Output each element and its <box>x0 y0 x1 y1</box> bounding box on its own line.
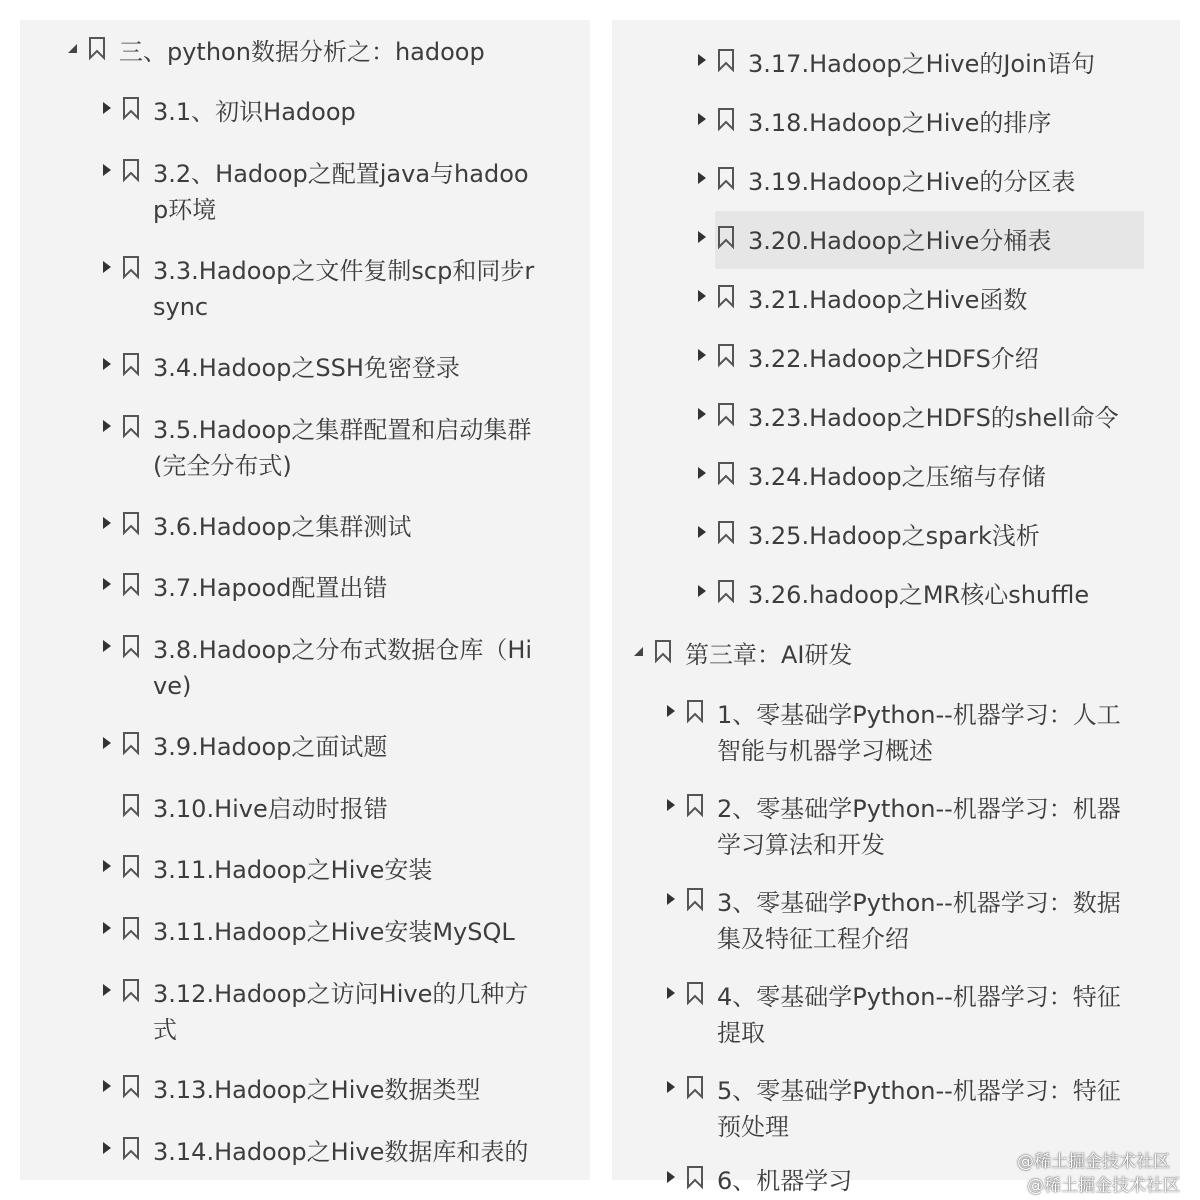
outline-item-label: 3、零基础学Python--机器学习：数据集及特征工程介绍 <box>717 889 1121 953</box>
watermark-text: @稀土掘金技术社区 <box>1017 1152 1170 1172</box>
collapsed-arrow-icon[interactable] <box>103 1142 111 1154</box>
outline-item-label: 3.17.Hadoop之Hive的Join语句 <box>748 50 1095 78</box>
outline-item[interactable] <box>698 577 1158 613</box>
collapsed-arrow-icon[interactable] <box>698 290 706 302</box>
bookmark-icon <box>718 167 734 189</box>
expanded-arrow-icon[interactable] <box>634 647 643 656</box>
bookmark-icon <box>123 353 139 375</box>
collapsed-arrow-icon[interactable] <box>103 358 111 370</box>
bookmark-icon <box>718 403 734 425</box>
outline-item-label: 3.21.Hadoop之Hive函数 <box>748 286 1028 314</box>
collapsed-arrow-icon[interactable] <box>667 799 675 811</box>
collapsed-arrow-icon[interactable] <box>103 578 111 590</box>
outline-item-label: 3.11.Hadoop之Hive安装 <box>153 856 433 884</box>
bookmark-icon <box>123 512 139 534</box>
outline-item-label: 3.25.Hadoop之spark浅析 <box>748 522 1040 550</box>
collapsed-arrow-icon[interactable] <box>103 261 111 273</box>
collapsed-arrow-icon[interactable] <box>103 517 111 529</box>
outline-item-label: 3.6.Hadoop之集群测试 <box>153 513 412 541</box>
collapsed-arrow-icon[interactable] <box>698 349 706 361</box>
outline-item-label: 6、机器学习 <box>717 1167 853 1195</box>
outline-item-label: 3.20.Hadoop之Hive分桶表 <box>748 227 1052 255</box>
outline-item-label: 3.7.Hapood配置出错 <box>153 574 388 602</box>
collapsed-arrow-icon[interactable] <box>698 231 706 243</box>
outline-item-label: 3.1、初识Hadoop <box>153 98 356 126</box>
collapsed-arrow-icon[interactable] <box>103 984 111 996</box>
outline-item[interactable] <box>103 156 543 228</box>
bookmark-icon <box>687 982 703 1004</box>
outline-item[interactable] <box>698 341 1158 377</box>
outline-item-label: 3.18.Hadoop之Hive的排序 <box>748 109 1052 137</box>
bookmark-icon <box>89 37 105 59</box>
outline-item-label: 3.10.Hive启动时报错 <box>153 795 388 823</box>
bookmark-icon <box>687 888 703 910</box>
outline-item[interactable] <box>103 94 543 130</box>
bookmark-icon <box>718 521 734 543</box>
collapsed-arrow-icon[interactable] <box>698 526 706 538</box>
outline-item[interactable] <box>103 632 543 704</box>
bookmark-icon <box>123 573 139 595</box>
outline-item-label: 3.9.Hadoop之面试题 <box>153 733 388 761</box>
outline-item[interactable] <box>667 1073 1147 1145</box>
collapsed-arrow-icon[interactable] <box>667 893 675 905</box>
outline-item[interactable] <box>103 1134 543 1170</box>
outline-item[interactable] <box>103 1072 543 1108</box>
outline-item-label: 3.3.Hadoop之文件复制scp和同步rsync <box>153 257 535 321</box>
collapsed-arrow-icon[interactable] <box>103 164 111 176</box>
outline-item[interactable] <box>667 697 1147 769</box>
collapsed-arrow-icon[interactable] <box>667 705 675 717</box>
outline-item[interactable] <box>103 412 543 484</box>
outline-item[interactable] <box>103 914 543 950</box>
bookmark-icon <box>718 226 734 248</box>
outline-item-label: 3.11.Hadoop之Hive安装MySQL <box>153 918 515 946</box>
collapsed-arrow-icon[interactable] <box>103 640 111 652</box>
outline-item[interactable] <box>103 509 543 545</box>
collapsed-arrow-icon[interactable] <box>103 860 111 872</box>
outline-item[interactable] <box>698 400 1158 436</box>
bookmark-icon <box>123 415 139 437</box>
collapsed-arrow-icon[interactable] <box>698 54 706 66</box>
bookmark-icon <box>687 1166 703 1188</box>
outline-item-label: 3.4.Hadoop之SSH免密登录 <box>153 354 460 382</box>
outline-item-label: 3.5.Hadoop之集群配置和启动集群(完全分布式) <box>153 416 532 480</box>
bookmark-icon <box>123 1137 139 1159</box>
bookmark-icon <box>687 794 703 816</box>
collapsed-arrow-icon[interactable] <box>103 102 111 114</box>
collapsed-arrow-icon[interactable] <box>103 922 111 934</box>
bookmark-icon <box>687 700 703 722</box>
collapsed-arrow-icon[interactable] <box>698 408 706 420</box>
collapsed-arrow-icon[interactable] <box>698 172 706 184</box>
bookmark-icon <box>123 732 139 754</box>
collapsed-arrow-icon[interactable] <box>667 987 675 999</box>
collapsed-arrow-icon[interactable] <box>667 1171 675 1183</box>
outline-item-label: 3.19.Hadoop之Hive的分区表 <box>748 168 1076 196</box>
outline-chapter-item[interactable] <box>634 637 1154 673</box>
outline-item-selected[interactable] <box>698 223 1158 259</box>
collapsed-arrow-icon[interactable] <box>103 737 111 749</box>
outline-item[interactable] <box>667 979 1147 1051</box>
outline-item-label: 5、零基础学Python--机器学习：特征预处理 <box>717 1077 1121 1141</box>
bookmark-icon <box>123 979 139 1001</box>
outline-item-label: 3.2、Hadoop之配置java与hadoop环境 <box>153 160 529 224</box>
outline-item[interactable] <box>698 282 1158 318</box>
outline-item-label: 3.23.Hadoop之HDFS的shell命令 <box>748 404 1119 432</box>
outline-item-label: 1、零基础学Python--机器学习：人工智能与机器学习概述 <box>717 701 1121 765</box>
outline-item[interactable] <box>103 852 543 888</box>
bookmark-icon <box>123 256 139 278</box>
outline-item[interactable] <box>698 105 1158 141</box>
outline-item[interactable] <box>103 976 543 1048</box>
outline-item[interactable] <box>698 46 1158 82</box>
bookmark-icon <box>718 49 734 71</box>
collapsed-arrow-icon[interactable] <box>698 467 706 479</box>
bookmark-icon <box>123 635 139 657</box>
outline-item[interactable] <box>103 791 543 827</box>
collapsed-arrow-icon[interactable] <box>698 113 706 125</box>
bookmark-icon <box>718 344 734 366</box>
outline-item[interactable] <box>698 518 1158 554</box>
outline-item-label: 3.22.Hadoop之HDFS介绍 <box>748 345 1039 373</box>
outline-panel-left <box>20 20 590 1180</box>
bookmark-icon <box>123 917 139 939</box>
bookmark-icon <box>123 159 139 181</box>
outline-item-label: 3.14.Hadoop之Hive数据库和表的 <box>153 1138 529 1166</box>
bookmark-icon <box>123 794 139 816</box>
outline-item[interactable] <box>698 164 1158 200</box>
outline-item[interactable] <box>103 253 543 325</box>
outline-item[interactable] <box>103 350 543 386</box>
outline-item-label: 3.8.Hadoop之分布式数据仓库（Hive) <box>153 636 533 700</box>
bookmark-icon <box>123 855 139 877</box>
collapsed-arrow-icon[interactable] <box>698 585 706 597</box>
outline-item-label: 4、零基础学Python--机器学习：特征提取 <box>717 983 1121 1047</box>
outline-item-label: 3.12.Hadoop之访问Hive的几种方式 <box>153 980 529 1044</box>
collapsed-arrow-icon[interactable] <box>103 420 111 432</box>
outline-item[interactable] <box>103 729 543 765</box>
outline-root-item[interactable] <box>68 34 485 70</box>
outline-item[interactable] <box>667 885 1147 957</box>
bookmark-icon <box>123 97 139 119</box>
bookmark-icon <box>718 285 734 307</box>
bookmark-icon <box>123 1075 139 1097</box>
collapsed-arrow-icon[interactable] <box>667 1081 675 1093</box>
bookmark-icon <box>718 462 734 484</box>
outline-item-label: 3.26.hadoop之MR核心shuffle <box>748 581 1090 609</box>
bookmark-icon <box>718 108 734 130</box>
outline-item-label: 三、python数据分析之：hadoop <box>119 38 485 66</box>
bookmark-icon <box>687 1076 703 1098</box>
bookmark-icon <box>655 640 671 662</box>
outline-item-label: 2、零基础学Python--机器学习：机器学习算法和开发 <box>717 795 1121 859</box>
expanded-arrow-icon[interactable] <box>68 44 77 53</box>
outline-item-label: 第三章：AI研发 <box>685 641 853 669</box>
bookmark-icon <box>718 580 734 602</box>
outline-item-label: 3.24.Hadoop之压缩与存储 <box>748 463 1046 491</box>
collapsed-arrow-icon[interactable] <box>103 1080 111 1092</box>
outline-item[interactable] <box>667 791 1147 863</box>
outline-item[interactable] <box>103 570 543 606</box>
outline-item-label: 3.13.Hadoop之Hive数据类型 <box>153 1076 481 1104</box>
outline-item[interactable] <box>698 459 1158 495</box>
watermark-text: @稀土掘金技术社区 <box>1027 1176 1180 1196</box>
